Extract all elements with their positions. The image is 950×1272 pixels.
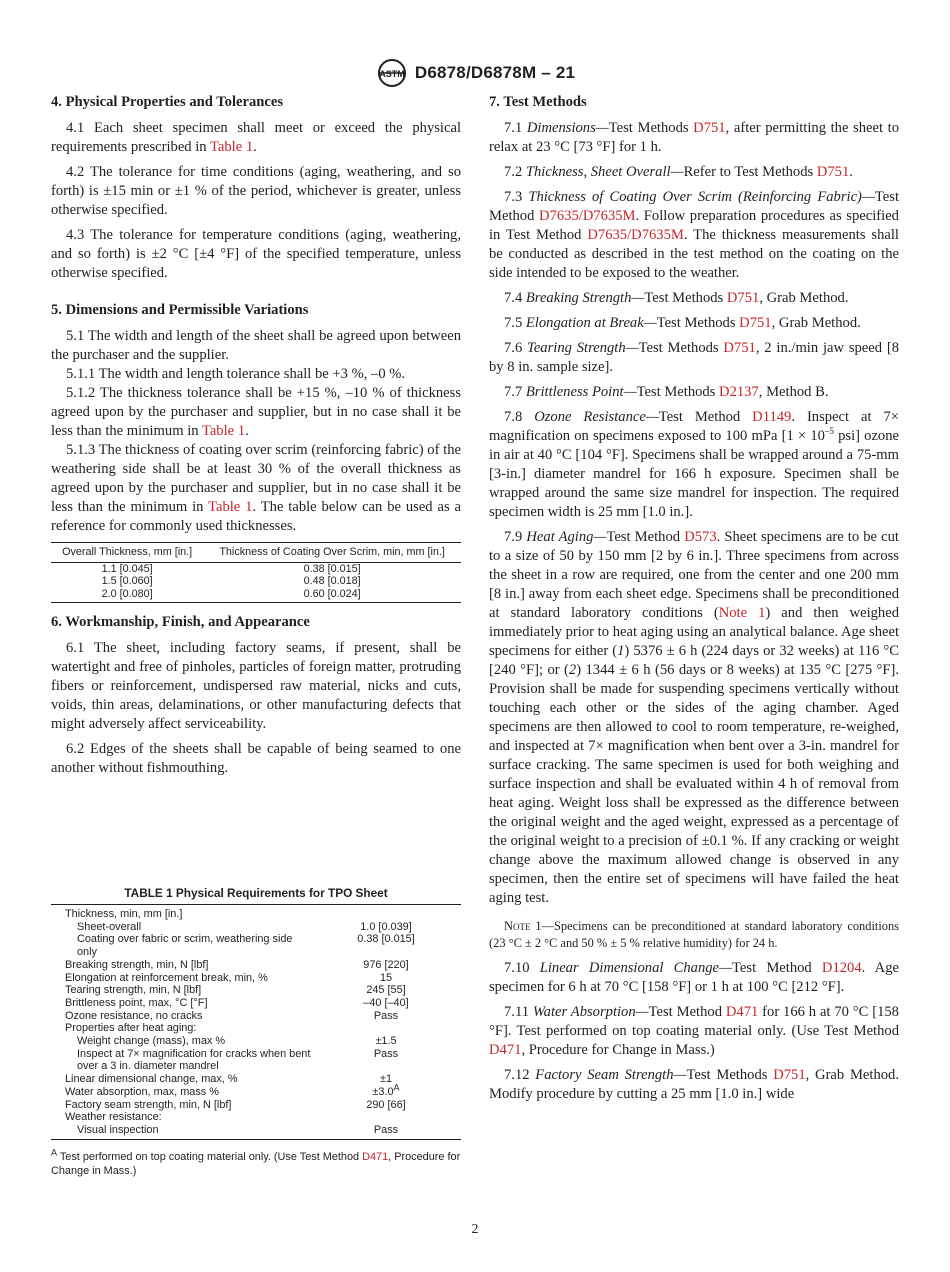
table1-value: 1.0 [0.039] [360, 920, 412, 933]
table1-label: over a 3 in. diameter mandrel [77, 1060, 219, 1073]
table1-link[interactable]: Table 1 [210, 139, 254, 155]
d751-link[interactable]: D751 [723, 340, 756, 356]
standard-designation: D6878/D6878M – 21 [414, 63, 576, 82]
table1-value: 245 [55] [366, 984, 406, 997]
table1-value: –40 [–40] [363, 996, 409, 1009]
d751-link[interactable]: D751 [816, 164, 850, 180]
para-5-1: 5.1 The width and length of the sheet shall be agreed upon between the purchaser and the supplier. [51, 328, 461, 363]
thickness-table [51, 542, 461, 603]
page-number: 2 [471, 1222, 479, 1237]
para-7-12: 7.12 Factory Seam Strength—Test Methods D751, Grab Method. Modify procedure by cutting a 25 mm [1.0 in.] wide [489, 1067, 899, 1102]
table1-label: Thickness, min, mm [in.] [51, 905, 311, 921]
table-row [51, 921, 461, 934]
d1149-link[interactable]: D1149 [752, 409, 792, 425]
para-7-10: 7.10 Linear Dimensional Change—Test Method D1204. Age specimen for 6 h at 70 °C [158 °F] or 1 h at 100 °C [212 °F]. [489, 960, 899, 995]
table1-value [311, 905, 461, 921]
table1-label: Factory seam strength, min, N [lbf] [65, 1098, 232, 1111]
para-7-11: 7.11 Water Absorption—Test Method D471 for 166 h at 70 °C [158 °F]. Test performed on top coating material only. (Use Test Method D471, Procedure for Change in Mass.) [489, 1004, 899, 1058]
table1-title: TABLE 1 Physical Requirements for TPO Sheet [124, 886, 388, 900]
table1-value [311, 1060, 461, 1073]
table1-label: Weight change (mass), max % [77, 1035, 226, 1048]
table1-value: 976 [220] [363, 958, 409, 971]
d1204-link[interactable]: D1204 [821, 960, 862, 976]
thickness-table-header: Thickness of Coating Over Scrim, min, mm [in.] [203, 543, 461, 563]
right-column [489, 93, 899, 1110]
page-header [0, 58, 950, 93]
logo-letters: ASTM [379, 69, 405, 79]
table1-label: Linear dimensional change, max, % [65, 1073, 238, 1086]
table1-value: ±1.5 [375, 1035, 397, 1048]
table1-value: $\pm 3.0^A$ [372, 1082, 400, 1098]
section-6-heading: 6. Workmanship, Finish, and Appearance [51, 614, 310, 630]
note-1: Note 1—Specimens can be preconditioned at standard laboratory conditions (23 °C ± 2 °C and 50 % ± 5 % relative humidity) for 24 h. [489, 919, 899, 950]
table-row: 1.1 [0.045] 0.38 [0.015] [101, 562, 361, 575]
thickness-table-header: Overall Thickness, mm [in.] [51, 543, 203, 563]
table1-value: Pass [311, 1124, 461, 1139]
table-row [51, 1048, 461, 1061]
d751-link[interactable]: D751 [726, 290, 760, 306]
table1-footnote: $^A$ Test performed on top coating material only. (Use Test Method D471, Procedure for Change in Mass.) [51, 1147, 461, 1177]
para-5-1-1: 5.1.1 The width and length tolerance shall be +3 %, –0 %. [66, 366, 406, 382]
d7635-link[interactable]: D7635/D7635M [587, 227, 684, 243]
table-row [51, 997, 461, 1010]
footnote-marker: A [393, 1082, 400, 1093]
table1-value: Pass [373, 1047, 399, 1060]
table1-label: Breaking strength, min, N [lbf] [65, 958, 209, 971]
table1-link[interactable]: Table 1 [208, 499, 253, 515]
left-column [51, 93, 461, 784]
table-row [51, 1022, 461, 1035]
table-row [51, 1060, 461, 1073]
para-7-8: 7.8 Ozone Resistance—Test Method D1149. Inspect at 7× magnification on specimens exposed to 100 mPa [$1 \times 10^{-5}$ psi] ozone in air at 40 °C [104 °F]. Specimens shall be wrapped around a 75-mm [3-in.] diameter mandrel for 166 h exposure. Specimen shall be wrapped around the same size mandrel for inspection. The required specimen width is 25 mm [1.0 in.]. [489, 409, 900, 520]
para-6-1: 6.1 The sheet, including factory seams, if present, shall be watertight and free of pinholes, particles of foreign matter, protruding fibers or reinforcement, undispersed raw material, nicks and cuts, voids, thin areas, delaminations, or other manufacturing defects that might adversely affect serviceability. [51, 640, 461, 732]
table1-label: Tearing strength, min, N [lbf] [65, 984, 202, 997]
table1-label: Visual inspection [51, 1124, 311, 1139]
para-6-2: 6.2 Edges of the sheets shall be capable of being seamed to one another without fishmouthing. [51, 741, 461, 776]
table-row [51, 972, 461, 985]
table1-link[interactable]: Table 1 [201, 423, 246, 439]
table1-value: ±1 [379, 1073, 393, 1086]
para-4-2: 4.2 The tolerance for time conditions (aging, weathering, and so forth) is ±15 min or ±1 % of the period, whichever is greater, unless otherwise specified. [51, 164, 461, 218]
para-7-1: 7.1 Dimensions—Test Methods D751, after permitting the sheet to relax at 23 °C [73 °F] for 1 h. [489, 120, 900, 155]
d573-link[interactable]: D573 [684, 529, 717, 545]
table1-label: Ozone resistance, no cracks [65, 1009, 203, 1022]
table1-label: Elongation at reinforcement break, min, % [65, 971, 268, 984]
d471-link[interactable]: D471 [362, 1151, 389, 1163]
d471-link[interactable]: D471 [489, 1042, 522, 1058]
table-row [51, 1124, 461, 1139]
table1-label: Properties after heat aging: [65, 1022, 197, 1035]
table1-label: Brittleness point, max, °C [°F] [65, 996, 208, 1009]
section-4-heading: 4. Physical Properties and Tolerances [51, 94, 284, 110]
note1-link[interactable]: Note 1 [718, 605, 766, 621]
astm-logo-icon [375, 58, 409, 88]
table1-value [311, 1111, 461, 1124]
table-row: 2.0 [0.080] 0.60 [0.024] [51, 588, 461, 603]
table-row: 1.5 [0.060] 0.48 [0.018] [101, 575, 361, 587]
table-row [51, 1086, 461, 1099]
para-4-1: 4.1 Each sheet specimen shall meet or exceed the physical requirements prescribed in Table 1. [51, 120, 461, 155]
para-7-7: 7.7 Brittleness Point—Test Methods D2137, Method B. [504, 384, 829, 400]
table1-label: Inspect at 7× magnification for cracks when bent [77, 1047, 311, 1060]
d751-link[interactable]: D751 [773, 1067, 806, 1083]
d751-link[interactable]: D751 [693, 120, 726, 136]
table1-label: Coating over fabric or scrim, weathering side only [77, 933, 293, 959]
table1-value: 15 [379, 971, 393, 984]
table1-label: Weather resistance: [65, 1111, 162, 1124]
table1-value: 0.38 [0.015] [357, 933, 415, 946]
table1 [51, 904, 461, 1140]
table1-value: 290 [66] [366, 1098, 406, 1111]
para-7-4: 7.4 Breaking Strength—Test Methods D751, Grab Method. [504, 290, 849, 306]
para-7-3: 7.3 Thickness of Coating Over Scrim (Reinforcing Fabric)—Test Method D7635/D7635M. Follow preparation procedures as specified in Test Method D7635/D7635M. The thickness measurements shall be conducted as described in the test method on the coating on the side intended to be exposed to the weather. [489, 189, 899, 281]
d7635-link[interactable]: D7635/D7635M [539, 208, 636, 224]
table-row [51, 1010, 461, 1023]
table-row [51, 959, 461, 972]
table-row [51, 984, 461, 997]
table1-value: Pass [373, 1009, 399, 1022]
para-7-6: 7.6 Tearing Strength—Test Methods D751, 2 in./min jaw speed [8 by 8 in. sample size]. [489, 340, 900, 375]
d471-link[interactable]: D471 [725, 1004, 759, 1020]
section-5-heading: 5. Dimensions and Permissible Variations [51, 302, 309, 318]
para-5-1-3: 5.1.3 The thickness of coating over scrim (reinforcing fabric) of the weathering side shall be at least 30 % of the overall thickness as agreed upon by the purchaser and supplier, but in no case shall it be less than the minimum in Table 1. The table below can be used as a reference for commonly used thicknesses. [51, 442, 461, 534]
para-5-1-2: 5.1.2 The thickness tolerance shall be +15 %, –10 % of thickness agreed upon by the purchaser and supplier, but in no case shall it be less than the minimum in Table 1. [51, 385, 461, 439]
para-7-5: 7.5 Elongation at Break—Test Methods D751, Grab Method. [504, 315, 861, 331]
para-7-2: 7.2 Thickness, Sheet Overall—Refer to Test Methods D751. [504, 164, 853, 180]
table1-label: Sheet-overall [77, 920, 142, 933]
para-4-3: 4.3 The tolerance for temperature conditions (aging, weathering, and so forth) is ±2 °C [±4 °F] of the specified temperature, unless otherwise specified. [51, 227, 461, 281]
table-row [51, 1111, 461, 1124]
table-row [51, 1099, 461, 1112]
d2137-link[interactable]: D2137 [719, 384, 759, 400]
table-row [51, 1035, 461, 1048]
table-row [51, 933, 461, 958]
table1-label: Water absorption, max, mass % [65, 1085, 219, 1098]
d751-link[interactable]: D751 [739, 315, 772, 331]
para-7-9: 7.9 Heat Aging—Test Method D573. Sheet specimens are to be cut to a size of 50 by 150 mm [2 by 6 in.]. Three specimens from across the sheet in a row are required, one from the center and one 200 mm [8 in.] away from each sheet edge. Specimens shall be preconditioned at standard laboratory conditions (Note 1) and then weighed immediately prior to heat aging using an analytical balance. Age sheet specimens for either (1) 5376 ± 6 h (224 days or 32 weeks) at 116 °C [240 °F]; or (2) 1344 ± 6 h (56 days or 8 weeks) at 135 °C [275 °F]. Provision shall be made for suspending specimens vertically without touching each other or the sides of the aging chamber. Aged specimens are then allowed to cool to room temperature, re-weighed, and inspected at 7× magnification when bent over a 3-in. mandrel for surface cracking. The same specimen is used for both weighing and surface inspection and shall be evaluated within 4 h of removal from heat aging. Weight loss shall be expressed as the difference between the original weight and the aged weight, expressed as a percentage of the original weight to a precision of ±0.1 %. If any cracking or weight change above the maximum allowed change is observed in any specimen, then the entire set of specimens will have failed the heat aging test. [489, 529, 899, 906]
table-row [51, 905, 461, 921]
table1-value [311, 1022, 461, 1035]
section-7-heading: 7. Test Methods [489, 94, 587, 110]
